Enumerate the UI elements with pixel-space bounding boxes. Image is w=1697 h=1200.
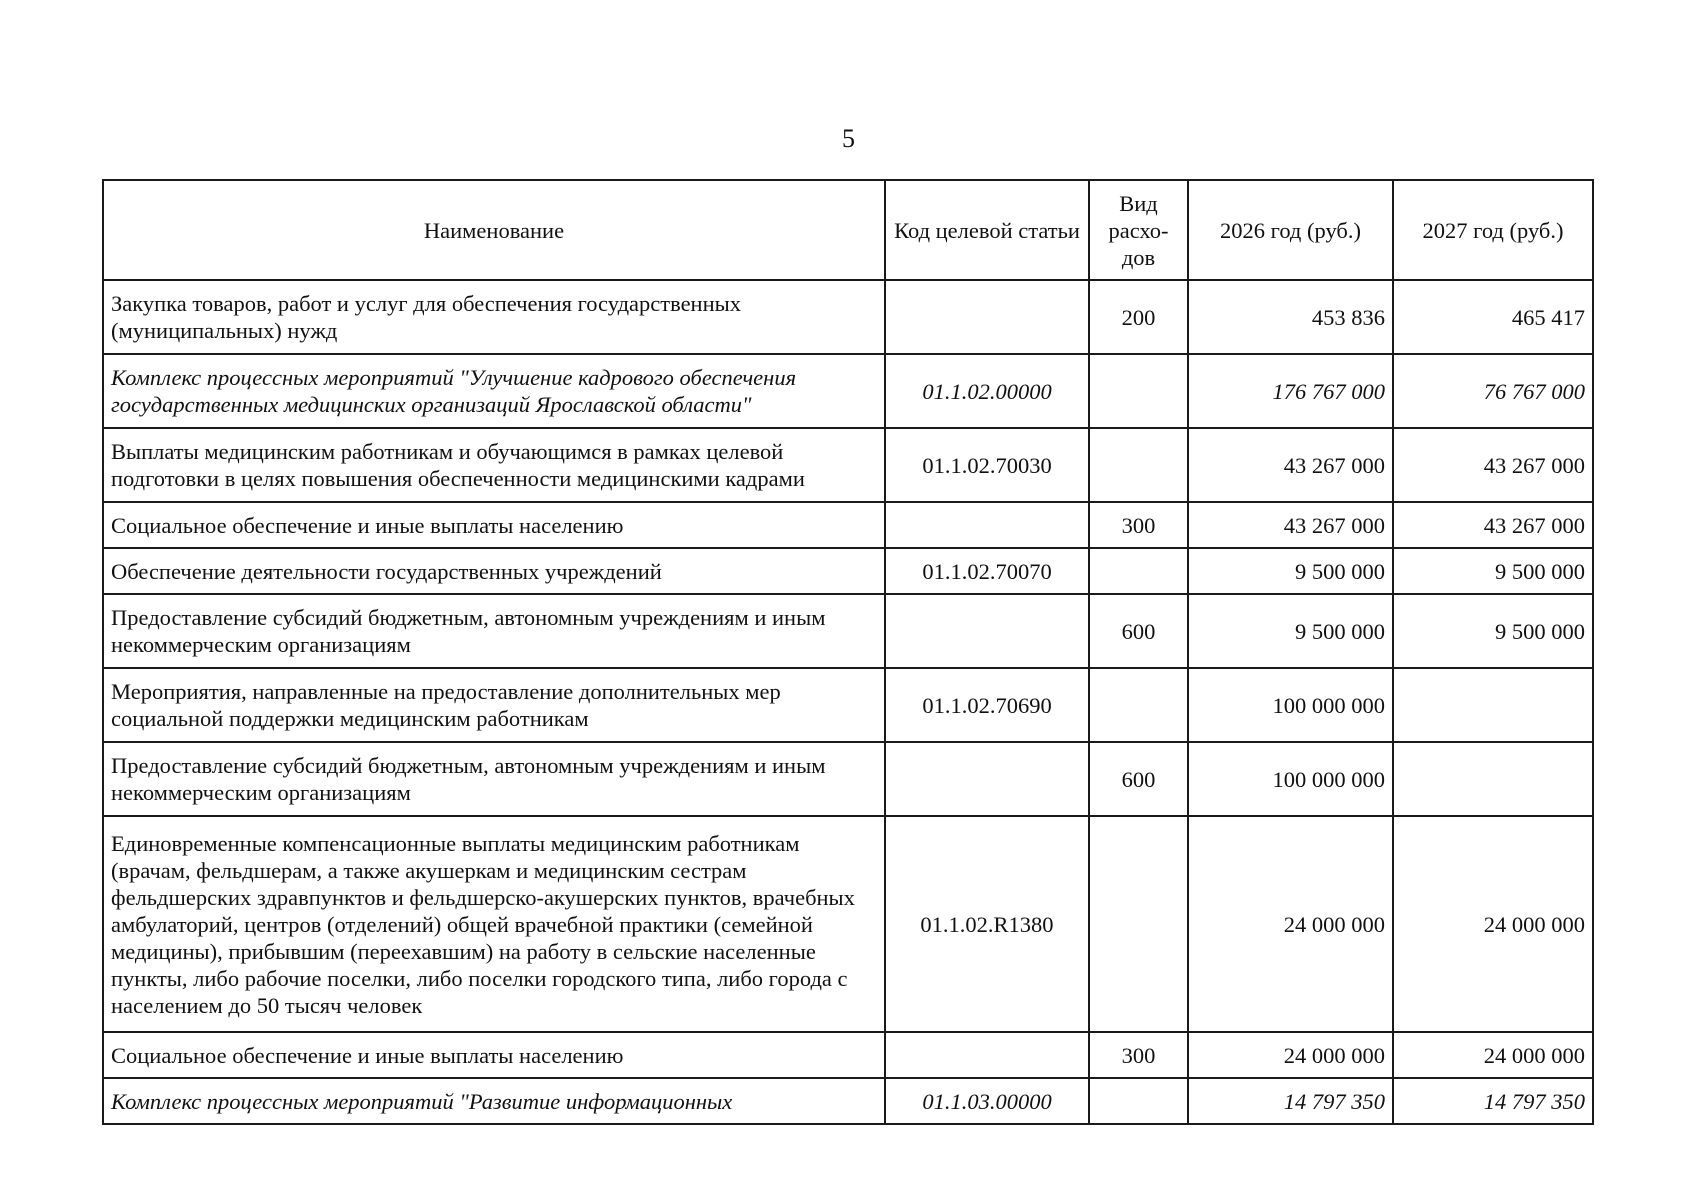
row-name: Предоставление субсидий бюджетным, автономным учреждениям и иным некоммерческим организациям (103, 594, 885, 668)
row-amount-2026: 43 267 000 (1188, 502, 1393, 548)
header-2026: 2026 год (руб.) (1188, 180, 1393, 280)
row-amount-2026: 176 767 000 (1188, 354, 1393, 428)
row-amount-2027: 9 500 000 (1393, 594, 1593, 668)
header-name: Наименование (103, 180, 885, 280)
table-row (103, 668, 1593, 742)
row-amount-2027: 76 767 000 (1393, 354, 1593, 428)
row-amount-2027 (1393, 668, 1593, 742)
header-2027: 2027 год (руб.) (1393, 180, 1593, 280)
budget-table (102, 179, 1594, 1125)
row-expense-type: 600 (1089, 594, 1188, 668)
row-target-code: 01.1.02.R1380 (885, 816, 1089, 1032)
table-row (103, 502, 1593, 548)
row-amount-2026: 453 836 (1188, 280, 1393, 354)
row-name: Обеспечение деятельности государственных учреждений (103, 548, 885, 594)
row-name: Социальное обеспечение и иные выплаты населению (103, 1032, 885, 1078)
row-target-code (885, 280, 1089, 354)
row-name: Комплекс процессных мероприятий "Улучшение кадрового обеспечения государственных медицинских организаций Ярославской области" (103, 354, 885, 428)
row-expense-type: 200 (1089, 280, 1188, 354)
row-expense-type (1089, 428, 1188, 502)
row-amount-2026: 24 000 000 (1188, 1032, 1393, 1078)
row-amount-2026: 43 267 000 (1188, 428, 1393, 502)
table-row (103, 1032, 1593, 1078)
row-amount-2027: 9 500 000 (1393, 548, 1593, 594)
row-target-code: 01.1.02.70070 (885, 548, 1089, 594)
table-row (103, 354, 1593, 428)
table-body (103, 280, 1593, 1124)
row-expense-type (1089, 354, 1188, 428)
table-row (103, 1078, 1593, 1124)
row-amount-2027: 465 417 (1393, 280, 1593, 354)
row-amount-2027: 43 267 000 (1393, 502, 1593, 548)
row-expense-type: 300 (1089, 1032, 1188, 1078)
table-row (103, 280, 1593, 354)
row-amount-2026: 14 797 350 (1188, 1078, 1393, 1124)
row-target-code: 01.1.02.70030 (885, 428, 1089, 502)
table-row (103, 816, 1593, 1032)
row-name: Выплаты медицинским работникам и обучающимся в рамках целевой подготовки в целях повышения обеспеченности медицинскими кадрами (103, 428, 885, 502)
row-expense-type (1089, 548, 1188, 594)
row-name: Предоставление субсидий бюджетным, автономным учреждениям и иным некоммерческим организациям (103, 742, 885, 816)
table-row (103, 548, 1593, 594)
row-target-code (885, 502, 1089, 548)
row-name: Единовременные компенсационные выплаты медицинским работникам (врачам, фельдшерам, а также акушеркам и медицинским сестрам фельдшерских здравпунктов и фельдшерско-акушерских пунктов, врачебных амбулаторий, центров (отделений) общей врачебной практики (семейной медицины), прибывшим (переехавшим) на работу в сельские населенные пункты, либо рабочие поселки, либо поселки городского типа, либо города с населением до 50 тысяч человек (103, 816, 885, 1032)
row-amount-2027: 14 797 350 (1393, 1078, 1593, 1124)
page-number: 5 (842, 124, 855, 153)
table-header-row (103, 180, 1593, 280)
row-name: Социальное обеспечение и иные выплаты населению (103, 502, 885, 548)
row-amount-2026: 9 500 000 (1188, 594, 1393, 668)
table-row (103, 594, 1593, 668)
row-amount-2026: 100 000 000 (1188, 668, 1393, 742)
row-amount-2026: 100 000 000 (1188, 742, 1393, 816)
row-name: Закупка товаров, работ и услуг для обеспечения государственных (муниципальных) нужд (103, 280, 885, 354)
header-expense-type: Вид расхо-дов (1089, 180, 1188, 280)
row-target-code: 01.1.02.00000 (885, 354, 1089, 428)
row-expense-type: 600 (1089, 742, 1188, 816)
row-expense-type (1089, 668, 1188, 742)
row-amount-2027: 43 267 000 (1393, 428, 1593, 502)
row-target-code (885, 1032, 1089, 1078)
row-expense-type: 300 (1089, 502, 1188, 548)
row-amount-2026: 24 000 000 (1188, 816, 1393, 1032)
table-row (103, 428, 1593, 502)
row-target-code (885, 594, 1089, 668)
row-amount-2026: 9 500 000 (1188, 548, 1393, 594)
row-target-code (885, 742, 1089, 816)
row-expense-type (1089, 1078, 1188, 1124)
row-amount-2027 (1393, 742, 1593, 816)
row-target-code: 01.1.03.00000 (885, 1078, 1089, 1124)
header-code: Код целевой статьи (885, 180, 1089, 280)
row-amount-2027: 24 000 000 (1393, 1032, 1593, 1078)
row-target-code: 01.1.02.70690 (885, 668, 1089, 742)
table-row (103, 742, 1593, 816)
row-amount-2027: 24 000 000 (1393, 816, 1593, 1032)
row-expense-type (1089, 816, 1188, 1032)
row-name: Мероприятия, направленные на предоставление дополнительных мер социальной поддержки медицинским работникам (103, 668, 885, 742)
row-name: Комплекс процессных мероприятий "Развитие информационных (103, 1078, 885, 1124)
